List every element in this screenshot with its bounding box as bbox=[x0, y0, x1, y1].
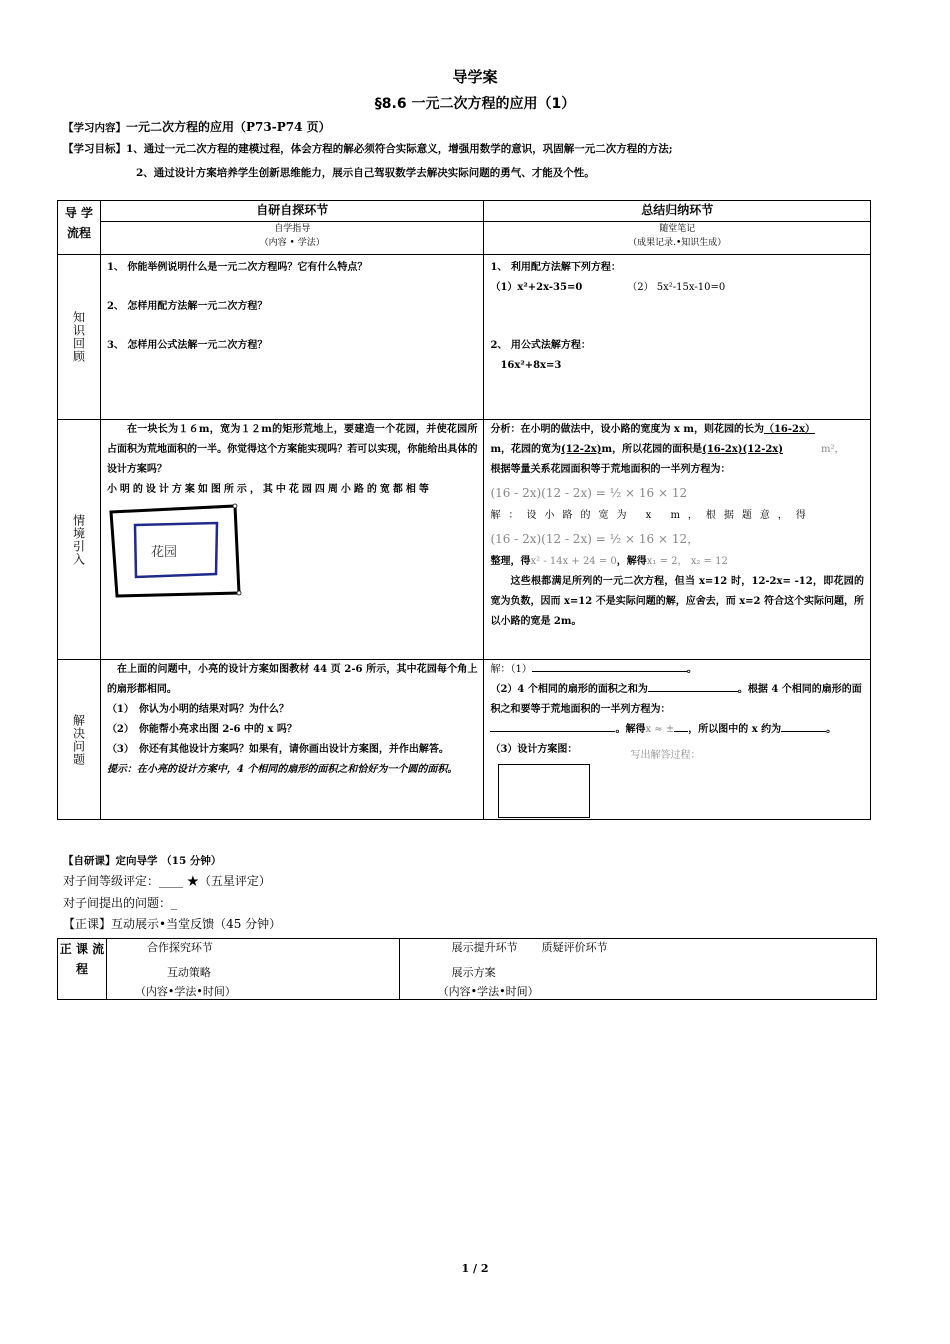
solutions: x₁ = 2， x₂ = 12 bbox=[646, 556, 728, 567]
solve-r2-cont: 。解得x ≈ ± ，所以图中的 x 约为 。 bbox=[490, 720, 864, 740]
learning-goal-2: 2、通过设计方案培养学生创新思维能力，展示自己驾驭数学去解决实际问题的勇气、才能及个性。 bbox=[136, 167, 595, 179]
answer-blank-2[interactable] bbox=[648, 680, 738, 692]
solve-questions bbox=[100, 660, 484, 820]
scenario-r-a bbox=[490, 420, 864, 440]
self-sub-2: （内容 • 学法） bbox=[259, 238, 325, 248]
eval-header: 质疑评价环节 bbox=[541, 941, 608, 954]
scenario-r-f: 这些根都满足所列的一元二次方程，但当 x=12 时，12-2x= -12，即花园的宽为负数，因而 x=12 不是实际问题的解，应舍去，而 x=2 符合这个实际问题，所以小路的宽是 2m。 bbox=[490, 576, 864, 627]
guide-table bbox=[57, 200, 871, 820]
goal-label: 【学习目标】 bbox=[63, 143, 126, 155]
width-text: m，花园的宽为 bbox=[490, 444, 562, 455]
solve-label-cell bbox=[58, 660, 101, 820]
learning-goal-1 bbox=[63, 141, 673, 156]
equation-1: (16 - 2x)(12 - 2x) = ½ × 16 × 12 bbox=[490, 486, 688, 500]
area-unit: m²， bbox=[821, 444, 845, 455]
review-r1a: （1）x²+2x-35=0 bbox=[490, 282, 583, 293]
summary-subheader bbox=[484, 222, 871, 255]
answer-blank-3[interactable] bbox=[490, 720, 615, 732]
sum-sub-2: （成果记录.•知识生成） bbox=[628, 238, 727, 248]
coop-sub-1: 互动策略 bbox=[166, 966, 211, 979]
scenario-label: 情境引入 bbox=[71, 513, 86, 566]
design-drawing-box[interactable] bbox=[498, 764, 590, 818]
solve-r2c: 。解得 bbox=[615, 724, 646, 735]
coop-header: 合作探究环节 bbox=[146, 941, 213, 954]
coop-sub-2: （内容•学法•时间） bbox=[134, 985, 236, 998]
solve-label: 解决问题 bbox=[71, 713, 86, 766]
solve-hint: 提示：在小亮的设计方案中，4 个相同的扇形的面积之和恰好为一个圆的面积。 bbox=[106, 764, 458, 775]
show-eval-header bbox=[400, 939, 876, 955]
review-q3: 3、 怎样用公式法解一元二次方程？ bbox=[106, 340, 268, 351]
review-label: 知识回顾 bbox=[71, 311, 86, 363]
solve-r2d: x ≈ ± bbox=[645, 724, 675, 735]
sum-sub-1: 随堂笔记 bbox=[659, 224, 696, 234]
self-study-header: 自研自探环节 bbox=[100, 201, 484, 222]
review-label-cell bbox=[58, 255, 101, 420]
solve-text: ，解得 bbox=[616, 556, 647, 567]
scenario-r-e bbox=[490, 552, 864, 572]
page-number: 1 / 2 bbox=[461, 1262, 489, 1275]
solve-intro: 在上面的问题中，小亮的设计方案如图教材 44 页 2-6 所示，其中花园每个角上的扇形都相同。 bbox=[106, 664, 478, 695]
self-study-line: 【自研课】定向导学 （15 分钟） bbox=[63, 855, 222, 867]
show-header: 展示提升环节 bbox=[451, 941, 518, 954]
simplify-text: 整理，得 bbox=[490, 556, 531, 567]
review-r1-eqs bbox=[490, 278, 864, 298]
review-notes bbox=[484, 255, 871, 420]
solve-r1-label: 解：（1） bbox=[490, 664, 532, 675]
width-fill: (12-2x) bbox=[561, 444, 602, 455]
review-q2: 2、 怎样用配方法解一元二次方程？ bbox=[106, 301, 268, 312]
length-fill: （16-2x） bbox=[763, 424, 815, 435]
self-study-subheader bbox=[100, 222, 484, 255]
rating-line: 对子间等级评定：____ ★（五星评定） bbox=[63, 874, 271, 888]
class-table bbox=[57, 938, 877, 1000]
area-fill: (16-2x)(12-2x) bbox=[702, 444, 783, 455]
review-questions bbox=[100, 255, 484, 420]
garden-label: 花园 bbox=[150, 545, 177, 560]
scenario-notes bbox=[484, 420, 871, 660]
simplified-equation: x² - 14x + 24 = 0 bbox=[530, 556, 617, 567]
solve-r2b: 。根据 4 个相同的扇形的面积之和要等于荒地面积的一半列方程为： bbox=[490, 684, 862, 715]
review-r1b: （2） 5x²-15x-10=0 bbox=[627, 282, 726, 293]
flow-header: 导 学 流程 bbox=[58, 201, 101, 255]
solve-r1: 解：（1） 。 bbox=[490, 660, 864, 680]
main-class-line: 【正课】互动展示•当堂反馈（45 分钟） bbox=[63, 917, 282, 931]
review-q1: 1、 你能举例说明什么是一元二次方程吗？它有什么特点？ bbox=[106, 262, 368, 273]
review-r2: 2、 用公式法解方程： bbox=[490, 340, 591, 351]
scenario-r-d: 解：设小路的宽为 x m，根据题意，得 bbox=[490, 510, 814, 521]
solve-notes bbox=[484, 660, 871, 820]
solve-r2a: （2）4 个相同的扇形的面积之和为 bbox=[490, 684, 648, 695]
self-sub-1: 自学指导 bbox=[274, 224, 311, 234]
class-flow-header: 正 课 流程 bbox=[58, 939, 107, 1000]
scenario-label-cell bbox=[58, 420, 101, 660]
answer-blank-1[interactable] bbox=[532, 660, 687, 672]
garden-diagram bbox=[109, 502, 249, 602]
learning-content bbox=[63, 118, 331, 135]
scenario-text-cell bbox=[100, 420, 484, 660]
page-subtitle: §8.6 一元二次方程的应用（1） bbox=[374, 96, 576, 112]
coop-cell bbox=[106, 939, 399, 1000]
scenario-text-2: 小明的设计方案如图所示，其中花园四周小路的宽都相等 bbox=[106, 484, 432, 495]
analysis-text: 分析：在小明的做法中，设小路的宽度为 x m，则花园的长为 bbox=[490, 424, 764, 435]
show-sub-1: 展示方案 bbox=[451, 966, 496, 979]
solve-r2e: ，所以图中的 x 约为 bbox=[688, 724, 782, 735]
content-text: 一元二次方程的应用（P73-P74 页） bbox=[126, 120, 331, 134]
content-label: 【学习内容】 bbox=[63, 122, 126, 134]
answer-blank-5[interactable] bbox=[781, 720, 826, 732]
design-area bbox=[490, 740, 864, 816]
corner-handle-bottom bbox=[237, 591, 241, 595]
review-r1: 1、 利用配方法解下列方程： bbox=[490, 262, 621, 273]
scenario-r-c: 根据等量关系花园面积等于荒地面积的一半列方程为： bbox=[490, 464, 731, 475]
goal-1-text: 1、通过一元二次方程的建模过程，体会方程的解必须符合实际意义，增强用数学的意识，巩固解一元二次方程的方法; bbox=[126, 143, 673, 155]
show-cell bbox=[399, 939, 876, 1000]
corner-handle-top bbox=[233, 504, 237, 508]
solve-q2: （2） 你能帮小亮求出图 2-6 中的 x 吗？ bbox=[106, 724, 297, 735]
questions-line: 对子间提出的问题：_ bbox=[63, 896, 178, 910]
scenario-r-b bbox=[490, 440, 864, 460]
solve-q1: （1） 你认为小明的结果对吗？为什么？ bbox=[106, 704, 289, 715]
equation-2: (16 - 2x)(12 - 2x) = ½ × 16 × 12， bbox=[490, 532, 700, 546]
page-title: 导学案 bbox=[452, 68, 498, 86]
write-solution-label: 写出解答过程： bbox=[630, 750, 701, 761]
review-r2a: 16x²+8x=3 bbox=[500, 360, 562, 371]
solve-q3: （3） 你还有其他设计方案吗？如果有，请你画出设计方案图，并作出解答。 bbox=[106, 744, 449, 755]
scenario-text: 在一块长为１６m，宽为１２m的矩形荒地上，要建造一个花园，并使花园所占面积为荒地面积的一半。你觉得这个方案能实现吗？若可以实现，你能给出具体的设计方案吗？ bbox=[106, 424, 478, 475]
summary-header: 总结归纳环节 bbox=[484, 201, 871, 222]
answer-blank-4[interactable] bbox=[674, 720, 688, 732]
show-sub-2: （内容•学法•时间） bbox=[437, 985, 539, 998]
area-text: m，所以花园的面积是 bbox=[601, 444, 703, 455]
solve-r2 bbox=[490, 680, 864, 720]
design-label: （3）设计方案图： bbox=[490, 744, 578, 755]
